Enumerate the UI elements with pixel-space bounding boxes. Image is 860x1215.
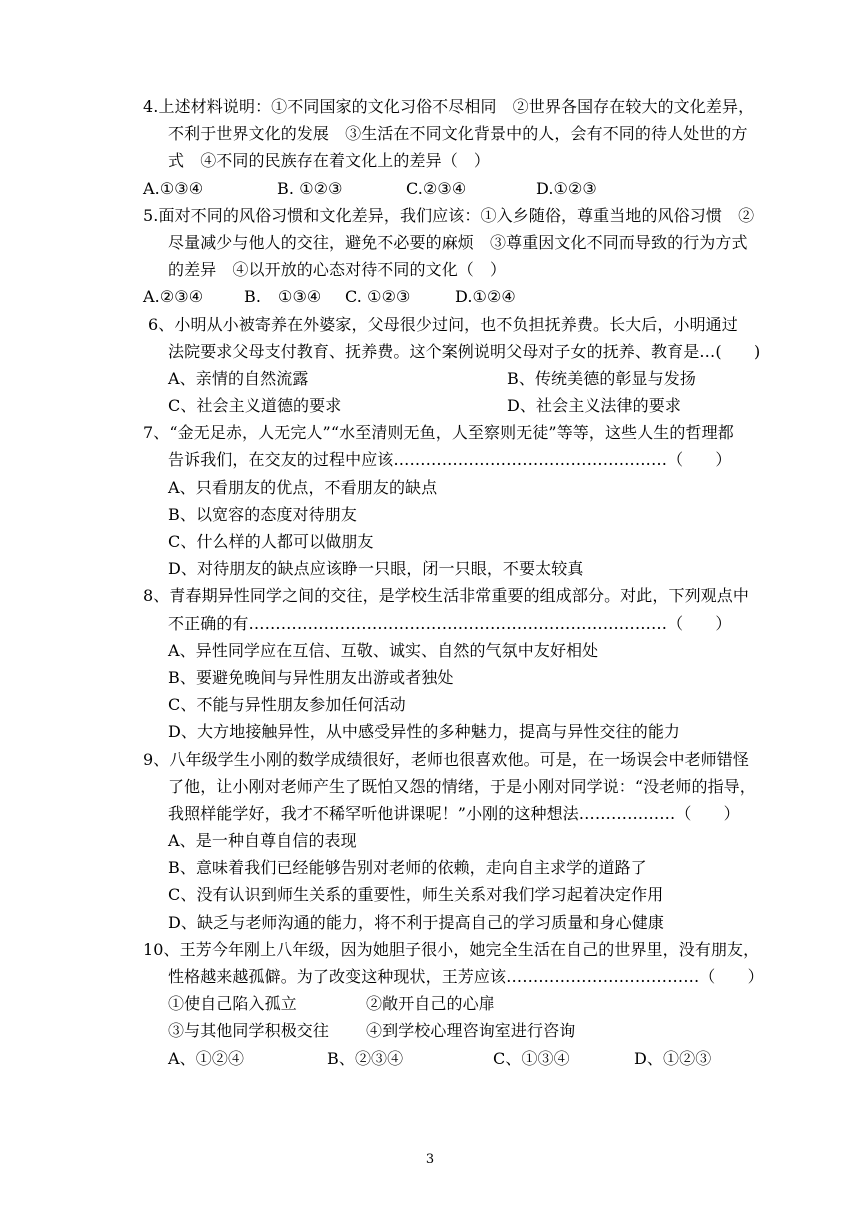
option-b: B、②③④ <box>327 1048 404 1068</box>
question-8-stem <box>0 582 860 609</box>
option-b-text: B、意味着我们已经能够告别对老师的依赖，走向自主求学的道路了 <box>168 858 647 878</box>
question-4-stem-cont <box>0 120 860 147</box>
option-d-text: D、缺乏与老师沟通的能力，将不利于提高自己的学习质量和身心健康 <box>168 912 664 932</box>
question-7-line-2: 告诉我们，在交友的过程中应该……………………………………………（ ） <box>168 450 732 470</box>
option-b-text: B、以宽容的态度对待朋友 <box>168 504 357 524</box>
question-9-stem-cont <box>0 773 860 800</box>
question-10-options <box>0 1045 860 1072</box>
emphasis-not-correct: 不正确 <box>168 613 217 633</box>
question-6-options-row-2 <box>0 392 860 419</box>
question-4-line-1: 4.上述材料说明：①不同国家的文化习俗不尽相同 ②世界各国存在较大的文化差异， <box>143 97 755 116</box>
question-5-line-1: 5.面对不同的风俗习惯和文化差异，我们应该：①入乡随俗，尊重当地的风俗习惯 ② <box>143 205 755 225</box>
option-a-text: A、异性同学应在互信、互敬、诚实、自然的气氛中友好相处 <box>168 640 599 660</box>
question-4-options <box>0 175 860 202</box>
option-d <box>0 555 860 582</box>
question-9-line-2: 了他，让小刚对老师产生了既怕又怨的情绪，于是小刚对同学说：“没老师的指导， <box>168 776 756 796</box>
option-c: C.②③④ <box>406 178 467 198</box>
option-a <box>0 827 860 854</box>
question-4-stem-end <box>0 147 860 174</box>
question-5-line-3: 的差异 ④以开放的心态对待不同的文化（ ） <box>168 260 507 280</box>
option-b <box>0 501 860 528</box>
question-10-stem-end <box>0 963 860 990</box>
question-10-stem <box>0 936 860 963</box>
question-5-line-2: 尽量减少与他人的交往，避免不必要的麻烦 ③尊重因文化不同而导致的行为方式 <box>168 232 748 252</box>
question-10-line-2: 性格越来越孤僻。为了改变这种现状，王芳应该………………………………（ ） <box>168 967 764 986</box>
option-d: D、①②③ <box>634 1048 712 1068</box>
question-9-line-1: 9、八年级学生小刚的数学成绩很好，老师也很喜欢他。可是，在一场误会中老师错怪 <box>143 749 749 769</box>
option-a: A、亲情的自然流露 <box>168 368 309 388</box>
question-6-line-1: 6、小明从小被寄养在外婆家，父母很少过问，也不负担抚养费。长大后，小明通过 <box>148 314 738 334</box>
question-9-line-3: 我照样能学好，我才不稀罕听他讲课呢！”小刚的这种想法………………（ ） <box>168 803 740 823</box>
option-a: A.②③④ <box>143 287 204 307</box>
question-8-line-2: 的有……………………………………………………………………（ ） <box>216 613 732 633</box>
question-4-line-2: 不利于世界文化的发展 ③生活在不同文化背景中的人，会有不同的待人处世的方 <box>168 124 748 144</box>
question-4-line-3: 式 ④不同的民族存在着文化上的差异（ ） <box>168 151 491 171</box>
option-a: A.①③④ <box>143 178 204 198</box>
option-a-text: A、只看朋友的优点，不看朋友的缺点 <box>168 477 438 497</box>
question-8-line-1: 8、青春期异性同学之间的交往，是学校生活非常重要的组成部分。对此，下列观点中 <box>143 586 749 606</box>
option-d: D.①②③ <box>536 178 597 198</box>
page-number: 3 <box>425 1152 435 1167</box>
question-7-stem <box>0 419 860 446</box>
option-c-text: C、没有认识到师生关系的重要性，师生关系对我们学习起着决定作用 <box>168 885 664 905</box>
option-b: B. ①②③ <box>277 178 343 198</box>
question-7-line-1: 7、“金无足赤，人无完人”“水至清则无鱼，人至察则无徒”等等，这些人生的哲理都 <box>143 423 734 443</box>
question-10-line-1: 10、王芳今年刚上八年级，因为她胆子很小，她完全生活在自己的世界里，没有朋友， <box>143 939 760 959</box>
option-b-text: ①③④ <box>278 287 322 307</box>
option-a <box>0 637 860 664</box>
question-6-line-2: 法院要求父母支付教育、抚养费。这个案例说明父母对子女的抚养、教育是…( ) <box>168 341 761 361</box>
option-c: C. ①②③ <box>345 287 411 307</box>
question-10-items-row-1 <box>0 990 860 1017</box>
option-b: B、传统美德的彰显与发扬 <box>507 368 696 388</box>
option-b <box>0 854 860 881</box>
option-d-text: D、对待朋友的缺点应该睁一只眼，闭一只眼，不要太较真 <box>168 559 584 579</box>
option-a <box>0 474 860 501</box>
option-c: C、①③④ <box>493 1048 570 1068</box>
option-c <box>0 528 860 555</box>
question-8-stem-end <box>0 610 860 637</box>
item-2: ②敞开自己的心扉 <box>366 994 495 1014</box>
item-4: ④到学校心理咨询室进行咨询 <box>366 1021 576 1041</box>
option-d: D、社会主义法律的要求 <box>507 396 681 416</box>
question-5-stem-cont <box>0 229 860 256</box>
item-3: ③与其他同学积极交往 <box>168 1021 330 1041</box>
option-d <box>0 909 860 936</box>
option-d: D.①②④ <box>455 287 516 307</box>
question-list <box>0 93 860 1072</box>
option-d <box>0 718 860 745</box>
question-6-stem-end <box>0 338 860 365</box>
question-5-stem-end <box>0 256 860 283</box>
question-10-items-row-2 <box>0 1017 860 1044</box>
option-a: A、①②④ <box>168 1048 245 1068</box>
option-c <box>0 881 860 908</box>
option-a-text: A、是一种自尊自信的表现 <box>168 831 357 851</box>
item-1: ①使自己陷入孤立 <box>168 994 297 1014</box>
question-6-stem <box>0 311 860 338</box>
option-b <box>0 664 860 691</box>
question-9-stem-end <box>0 800 860 827</box>
option-b-text: B、要避免晚间与异性朋友出游或者独处 <box>168 667 454 687</box>
question-6-options-row-1 <box>0 365 860 392</box>
option-b-label: B. <box>244 287 262 307</box>
option-d-text: D、大方地接触异性，从中感受异性的多种魅力，提高与异性交往的能力 <box>168 722 681 742</box>
question-9-stem <box>0 746 860 773</box>
option-c-text: C、什么样的人都可以做朋友 <box>168 532 374 551</box>
option-c: C、社会主义道德的要求 <box>168 396 342 416</box>
option-c-text: C、不能与异性朋友参加任何活动 <box>168 695 406 715</box>
question-5-options <box>0 283 860 310</box>
question-5-stem <box>0 202 860 229</box>
option-c <box>0 691 860 718</box>
question-4-stem <box>0 93 860 120</box>
question-7-stem-end <box>0 446 860 473</box>
